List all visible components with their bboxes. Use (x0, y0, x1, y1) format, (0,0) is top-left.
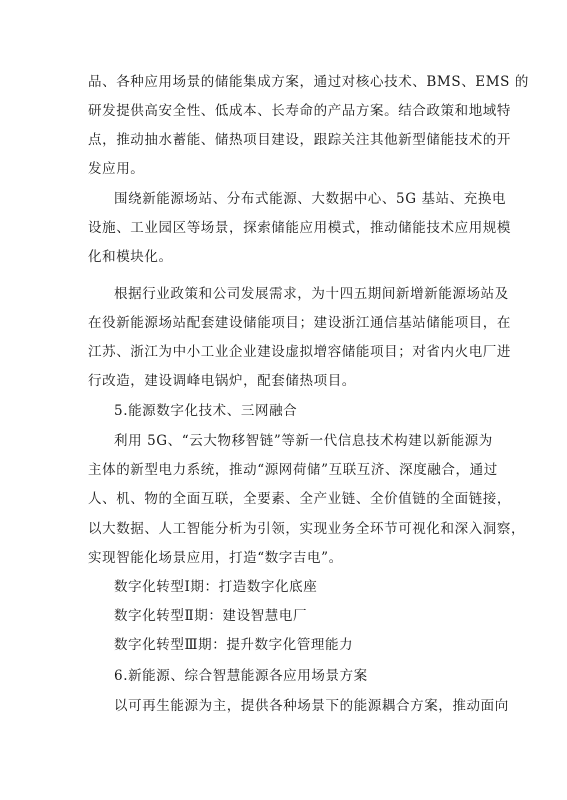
list-item: 数字化转型Ⅰ期：打造数字化底座 (114, 579, 318, 595)
text-line: 主体的新型电力系统，推动“源网荷储”互联互济、深度融合，通过 (88, 462, 498, 478)
section-heading: 5.能源数字化技术、三网融合 (114, 403, 298, 419)
text-line: 利用 5G、“云大物移智链”等新一代信息技术构建以新能源为 (114, 433, 493, 449)
text-line: 人、机、物的全面互联，全要素、全产业链、全价值链的全面链接， (88, 491, 511, 507)
list-item: 数字化转型Ⅱ期：建设智慧电厂 (114, 608, 308, 624)
text-line: 点，推动抽水蓄能、储热项目建设，跟踪关注其他新型储能技术的开 (88, 132, 511, 148)
text-line: 行改造，建设调峰电锅炉，配套储热项目。 (88, 373, 356, 389)
text-line: 以可再生能源为主，提供各种场景下的能源耦合方案，推动面向 (114, 698, 509, 714)
text-line: 设施、工业园区等场景，探索储能应用模式，推动储能技术应用规模 (88, 220, 511, 236)
text-line: 江苏、浙江为中小工业企业建设虚拟增容储能项目；对省内火电厂进 (88, 344, 511, 360)
section-heading: 6.新能源、综合智慧能源各应用场景方案 (114, 668, 368, 684)
text-line: 发应用。 (88, 161, 145, 177)
text-line: 研发提供高安全性、低成本、长寿命的产品方案。结合政策和地域特 (88, 103, 511, 119)
text-line: 根据行业政策和公司发展需求，为十四五期间新增新能源场站及 (114, 286, 509, 302)
text-line: 以大数据、人工智能分析为引领，实现业务全环节可视化和深入洞察， (88, 521, 526, 537)
text-line: 在役新能源场站配套建设储能项目；建设浙江通信基站储能项目，在 (88, 315, 511, 331)
list-item: 数字化转型Ⅲ期：提升数字化管理能力 (114, 637, 354, 653)
text-line: 品、各种应用场景的储能集成方案，通过对核心技术、BMS、EMS 的 (88, 74, 530, 90)
text-line: 化和模块化。 (88, 249, 173, 265)
text-line: 围绕新能源场站、分布式能源、大数据中心、5G 基站、充换电 (114, 191, 507, 207)
text-line: 实现智能化场景应用，打造“数字吉电”。 (88, 550, 343, 566)
